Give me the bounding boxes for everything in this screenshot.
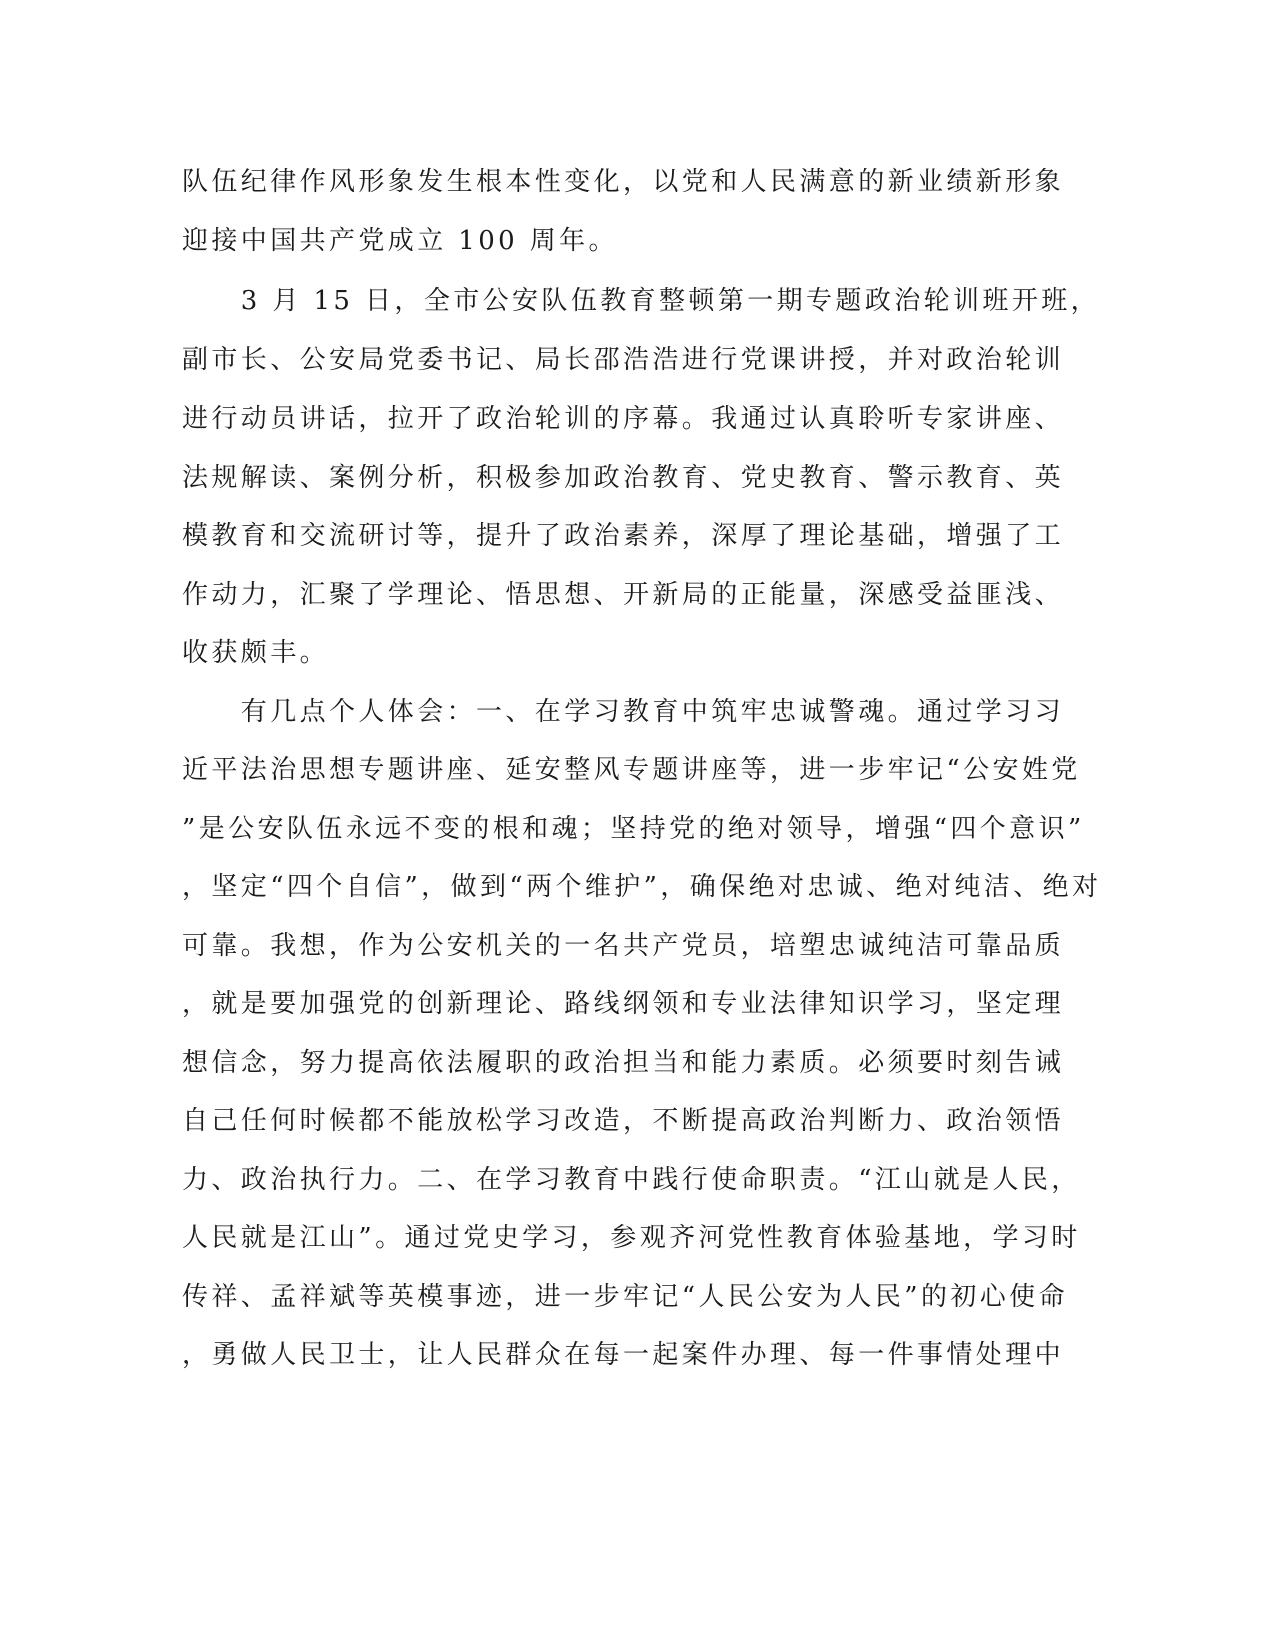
- text-line: 模教育和交流研讨等，提升了政治素养，深厚了理论基础，增强了工: [182, 521, 1065, 551]
- text-line: 有几点个人体会：一、在学习教育中筑牢忠诚警魂。通过学习习: [182, 697, 1065, 727]
- text-line: ，坚定“四个自信”，做到“两个维护”，确保绝对忠诚、绝对纯洁、绝对: [182, 872, 1102, 902]
- text-line: 自己任何时候都不能放松学习改造，不断提高政治判断力、政治领悟: [182, 1106, 1065, 1136]
- text-line: 可靠。我想，作为公安机关的一名共产党员，培塑忠诚纯洁可靠品质: [182, 931, 1065, 961]
- text-line: 进行动员讲话，拉开了政治轮训的序幕。我通过认真聆听专家讲座、: [182, 404, 1065, 434]
- text-line: 队伍纪律作风形象发生根本性变化，以党和人民满意的新业绩新形象: [182, 167, 1065, 197]
- text-line: 法规解读、案例分析，积极参加政治教育、党史教育、警示教育、英: [182, 463, 1065, 493]
- text-line: 近平法治思想专题讲座、延安整风专题讲座等，进一步牢记“公安姓党: [182, 755, 1081, 785]
- text-line: 人民就是江山”。通过党史学习，参观齐河党性教育体验基地，学习时: [182, 1223, 1081, 1253]
- text-line: 3 月 15 日，全市公安队伍教育整顿第一期专题政治轮训班开班，: [182, 286, 1101, 316]
- text-line: 想信念，努力提高依法履职的政治担当和能力素质。必须要时刻告诫: [182, 1048, 1065, 1078]
- text-line: 副市长、公安局党委书记、局长邵浩浩进行党课讲授，并对政治轮训: [182, 345, 1065, 375]
- text-line: 作动力，汇聚了学理论、悟思想、开新局的正能量，深感受益匪浅、: [182, 580, 1065, 610]
- text-line: 传祥、孟祥斌等英模事迹，进一步牢记“人民公安为人民”的初心使命: [182, 1282, 1068, 1312]
- text-line: ，就是要加强党的创新理论、路线纲领和专业法律知识学习，坚定理: [182, 989, 1065, 1019]
- text-line: 力、政治执行力。二、在学习教育中践行使命职责。“江山就是人民，: [182, 1165, 1081, 1195]
- text-line: 收获颇丰。: [182, 638, 330, 668]
- text-line: ”是公安队伍永远不变的根和魂；坚持党的绝对领导，增强“四个意识”: [182, 814, 1085, 844]
- text-line: ，勇做人民卫士，让人民群众在每一起案件办理、每一件事情处理中: [182, 1340, 1065, 1370]
- text-line: 迎接中国共产党成立 100 周年。: [182, 226, 618, 256]
